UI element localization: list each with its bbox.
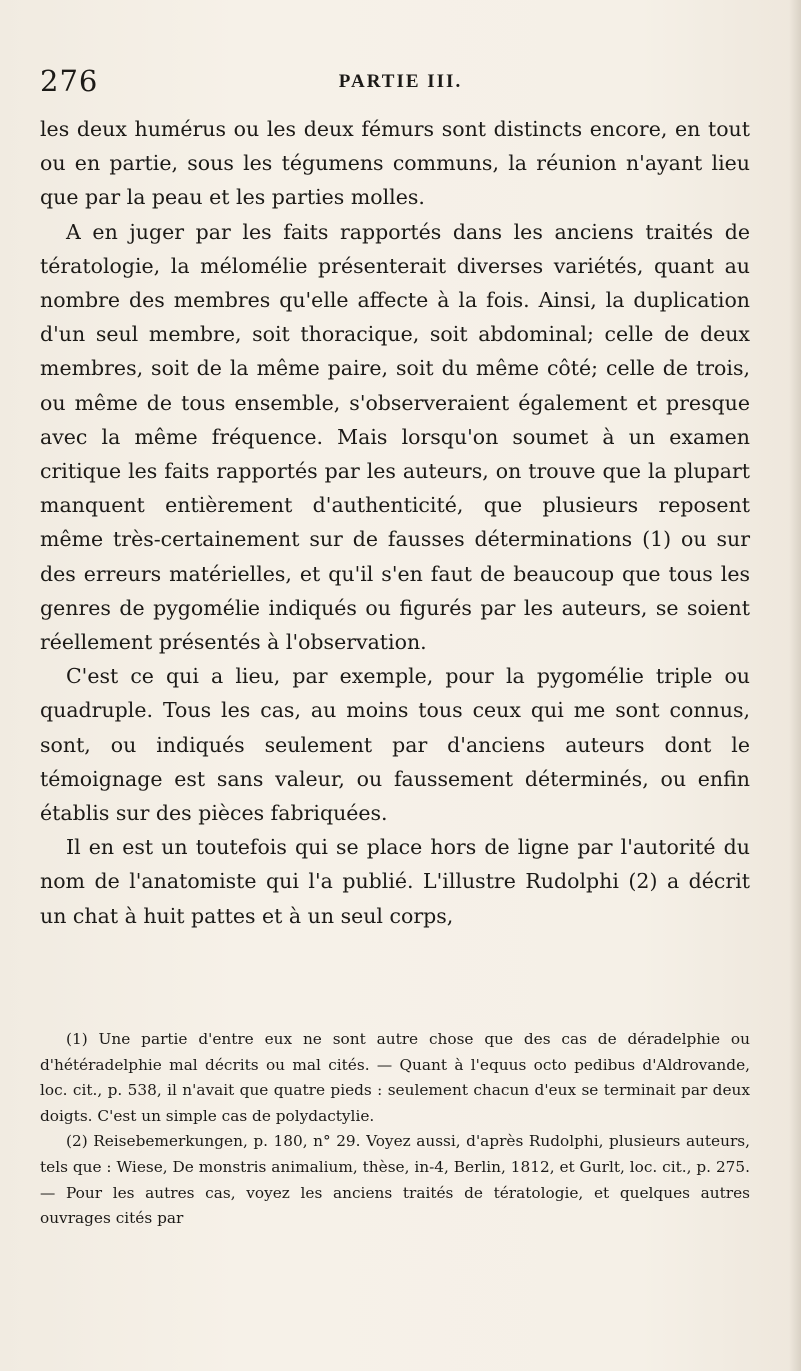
page-header <box>0 64 801 98</box>
paragraph-rudolphi-cat: Il en est un toutefois qui se place hors de ligne par l'autorité du nom de l'anatomiste qui l'a publié. L'illustre Rudolphi (2) a décrit un chat à huit pattes et à un seul corps, <box>40 835 750 928</box>
paragraph-melomelie-varieties: A en juger par les faits rapportés dans les anciens traités de tératologie, la mélomélie présenterait diverses variétés, quant au nombre des membres qu'elle affecte à la fois. Ainsi, la duplication d'un seul membre, soit thoracique, soit abdominal; celle de deux membres, soit de la même paire, soit du même côté; celle de trois, ou même de tous ensemble, s'observeraient également et presque avec la même fréquence. Mais lorsqu'on soumet à un examen critique les faits rapportés par les auteurs, on trouve que la plupart manquent entièrement d'authenticité, que plusieurs reposent même très-certainement sur de fausses déterminations (1) ou sur des erreurs matérielles, et qu'il s'en faut de beaucoup que tous les genres de pygomélie indiqués ou figurés par les auteurs, se soient réellement présentés à l'observation. <box>40 219 750 655</box>
paragraph-continuation: les deux humérus ou les deux fémurs sont distincts encore, en tout ou en partie, sous les tégumens communs, la réunion n'ayant lieu que par la peau et les parties molles. <box>40 117 750 210</box>
page-edge-shadow <box>789 0 801 1371</box>
paragraph-triple-pygomelie: C'est ce qui a lieu, par exemple, pour la pygomélie triple ou quadruple. Tous les cas, au moins tous ceux qui me sont connus, sont, ou indiqués seulement par d'anciens auteurs dont le témoignage est sans valeur, ou faussement déterminés, ou enfin établis sur des pièces fabriquées. <box>40 664 750 826</box>
page-number: 276 <box>40 64 99 98</box>
footnote-2: (2) Reisebemerkungen, p. 180, n° 29. Voyez aussi, d'après Rudolphi, plusieurs auteurs, tels que : Wiese, De monstris animalium, thèse, in-4, Berlin, 1812, et Gurlt, loc. cit., p. 275. — Pour les autres cas, voyez les anciens traités de tératologie, et quelques autres ouvrages cités par <box>40 1132 750 1228</box>
footnotes <box>40 1027 750 1232</box>
running-head: PARTIE III. <box>338 71 463 92</box>
main-text <box>40 112 750 933</box>
footnote-1: (1) Une partie d'entre eux ne sont autre chose que des cas de déradelphie ou d'hétéradelphie mal décrits ou mal cités. — Quant à l'equus octo pedibus d'Aldrovande, loc. cit., p. 538, il n'avait que quatre pieds : seulement chacun d'eux se terminait par deux doigts. C'est un simple cas de polydactylie. <box>40 1030 750 1125</box>
